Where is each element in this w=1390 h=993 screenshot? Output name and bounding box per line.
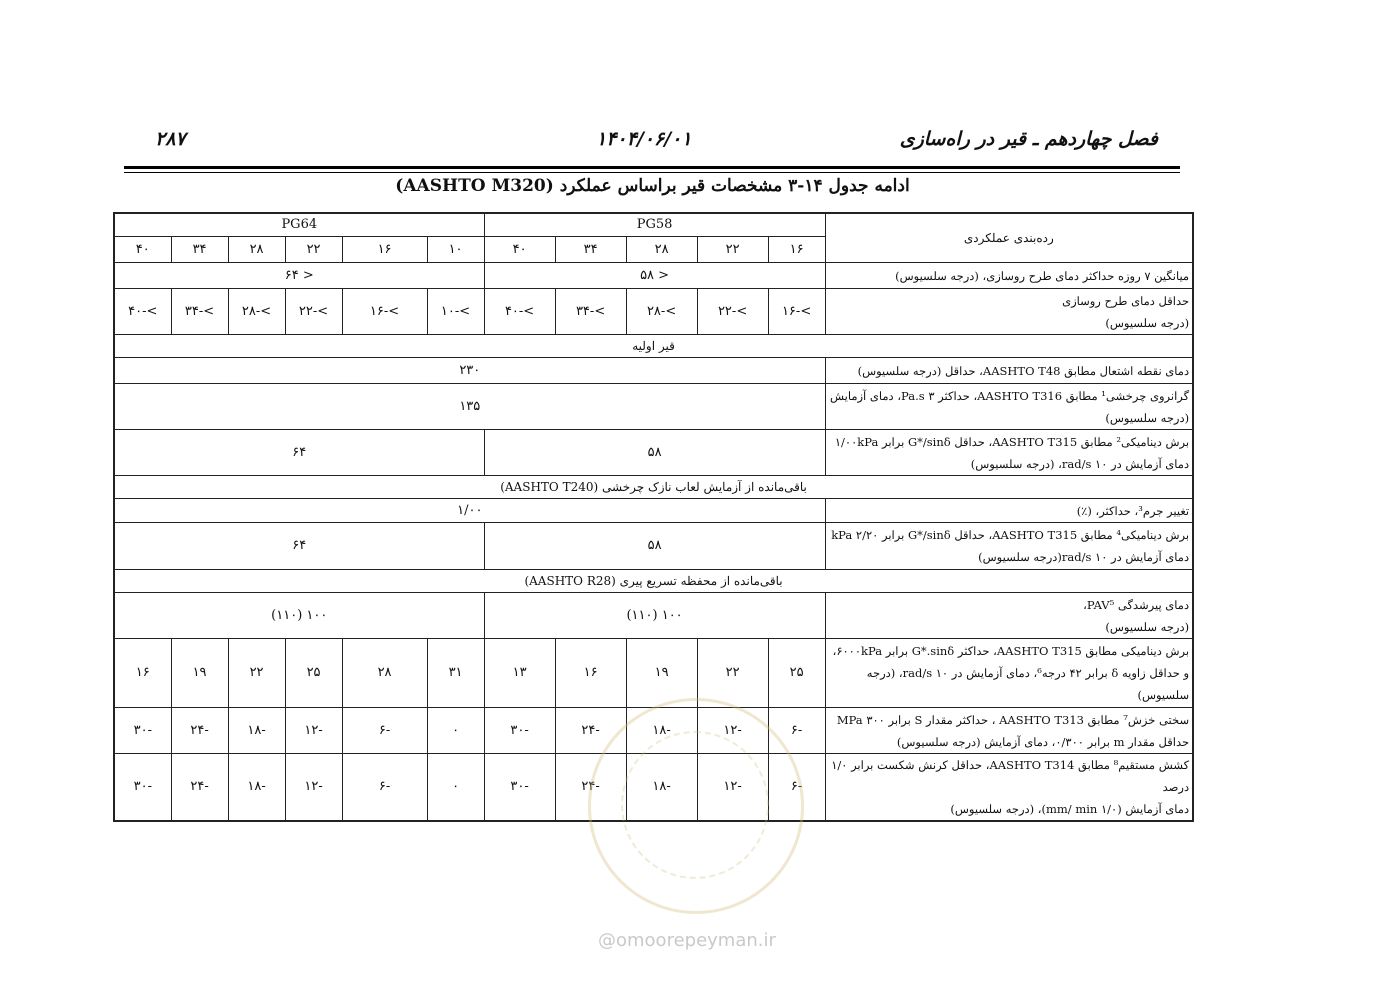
direct-tension-cell: -۱۸: [626, 754, 697, 822]
dsr-rtfo-pg58: ۵۸: [484, 523, 825, 570]
pg64-grade: ۲۸: [228, 237, 285, 263]
dsr-pav-cell: ۲۲: [697, 639, 768, 708]
dsr-pav-cell: ۳۱: [427, 639, 484, 708]
direct-tension-cell: -۱۲: [285, 754, 342, 822]
creep-cell: -۱۲: [285, 708, 342, 754]
pav-temp-label-line2: (درجه سلسیوس): [1105, 619, 1190, 634]
pav-temp-label: [825, 593, 1193, 639]
min-temp-label-line1: حداقل دمای طرح روسازی: [1062, 293, 1190, 308]
creep-label-line1: سختی خزش⁷ مطابق AASHTO T313 ، حداکثر مقدار S برابر ۳۰۰ MPa: [836, 712, 1190, 727]
section-original-binder: قیر اولیه: [114, 335, 1193, 358]
pg64-header: PG64: [114, 213, 484, 237]
grade-header: رده‌بندی عملکردی: [825, 213, 1193, 263]
pav-temp-pg64: ۱۰۰ (۱۱۰): [114, 593, 484, 639]
mass-change-label: تغییر جرم³، حداکثر، (٪): [825, 499, 1193, 523]
creep-cell: ۰: [427, 708, 484, 754]
chapter-title: فصل چهاردهم ـ قیر در راه‌سازی: [899, 128, 1158, 150]
creep-label-line2: حداقل مقدار m برابر ۰/۳۰۰، دمای آزمایش (درجه سلسیوس): [896, 734, 1190, 749]
creep-cell: -۱۲: [697, 708, 768, 754]
creep-cell: -۶: [768, 708, 825, 754]
creep-label: [825, 708, 1193, 754]
creep-cell: -۶: [342, 708, 427, 754]
dsr-pav-cell: ۱۹: [626, 639, 697, 708]
dsr-pav-cell: ۱۹: [171, 639, 228, 708]
dsr-pav-cell: ۱۶: [555, 639, 626, 708]
direct-tension-cell: -۶: [768, 754, 825, 822]
dsr-original-label: [825, 430, 1193, 476]
min-temp-cell: >-۱۰: [427, 289, 484, 335]
section-rtfo: باقی‌مانده از آزمایش لعاب نازک چرخشی (AASHTO T240): [114, 476, 1193, 499]
min-temp-label-line2: (درجه سلسیوس): [1105, 315, 1190, 330]
direct-tension-label: [825, 754, 1193, 822]
flash-point-label: دمای نقطه اشتعال مطابق AASHTO T48، حداقل (درجه سلسیوس): [825, 358, 1193, 384]
mass-change-value: ۱/۰۰: [114, 499, 825, 523]
dsr-rtfo-label: [825, 523, 1193, 570]
dsr-pav-cell: ۲۲: [228, 639, 285, 708]
header-rule-thick: [124, 166, 1180, 169]
pg58-grade: ۳۴: [555, 237, 626, 263]
dsr-original-label-line2: دمای آزمایش در rad/s ۱۰، (درجه سلسیوس): [970, 456, 1190, 471]
direct-tension-cell: -۲۴: [555, 754, 626, 822]
creep-cell: -۱۸: [228, 708, 285, 754]
min-temp-cell: >-۱۶: [768, 289, 825, 335]
viscosity-value: ۱۳۵: [114, 384, 825, 430]
header-rule-thin: [124, 172, 1180, 173]
min-temp-cell: >-۲۸: [626, 289, 697, 335]
direct-tension-cell: -۳۰: [114, 754, 171, 822]
pav-temp-pg58: ۱۰۰ (۱۱۰): [484, 593, 825, 639]
direct-tension-cell: -۱۸: [228, 754, 285, 822]
pg58-grade: ۲۸: [626, 237, 697, 263]
min-temp-cell: >-۲۲: [697, 289, 768, 335]
dsr-pav-cell: ۲۵: [285, 639, 342, 708]
dsr-rtfo-label-line2: دمای آزمایش در rad/s ۱۰(درجه سلسیوس): [978, 550, 1190, 564]
dsr-rtfo-label-line1: برش دینامیکی⁴ مطابق AASHTO T315، حداقل G*/sinδ برابر ۲/۲۰ kPa: [831, 528, 1190, 542]
pg58-grade: ۴۰: [484, 237, 555, 263]
header-date: ۱۴۰۴/۰۶/۰۱: [596, 128, 692, 150]
min-temp-cell: >-۴۰: [484, 289, 555, 335]
creep-cell: -۳۰: [484, 708, 555, 754]
min-temp-cell: >-۳۴: [555, 289, 626, 335]
table-caption: ادامه جدول ۱۴-۳ مشخصات قیر براساس عملکرد (AASHTO M320): [395, 176, 910, 196]
creep-cell: -۲۴: [555, 708, 626, 754]
pg64-grade: ۱۰: [427, 237, 484, 263]
direct-tension-label-line2: دمای آزمایش (۱/۰ mm/ min)، (درجه سلسیوس): [950, 802, 1190, 816]
min-temp-cell: >-۲۸: [228, 289, 285, 335]
direct-tension-cell: -۱۲: [697, 754, 768, 822]
avg-max-temp-pg64: < ۶۴: [114, 263, 484, 289]
pg64-grade: ۱۶: [342, 237, 427, 263]
pav-temp-label-line1: دمای پیرشدگی PAV⁵،: [1083, 597, 1190, 612]
dsr-pav-label: برش دینامیکی مطابق AASHTO T315، حداکثر G*.sinδ برابر ۶۰۰۰kPa، و حداقل زاویه δ برابر ۴۲ درجه⁶، دمای آزمایش در rad/s ۱۰، (درجه سلسیوس): [825, 639, 1193, 708]
dsr-pav-cell: ۱۶: [114, 639, 171, 708]
dsr-pav-cell: ۱۳: [484, 639, 555, 708]
direct-tension-label-line1: کشش مستقیم⁸ مطابق AASHTO T314، حداقل کرنش شکست برابر ۱/۰ درصد: [831, 758, 1190, 794]
min-temp-cell: >-۳۴: [171, 289, 228, 335]
creep-cell: -۳۰: [114, 708, 171, 754]
viscosity-label: گرانروی چرخشی¹ مطابق AASHTO T316، حداکثر Pa.s ۳، دمای آزمایش (درجه سلسیوس): [825, 384, 1193, 430]
page-number: ۲۸۷: [155, 128, 186, 150]
avg-max-temp-pg58: < ۵۸: [484, 263, 825, 289]
dsr-rtfo-pg64: ۶۴: [114, 523, 484, 570]
dsr-pav-cell: ۲۵: [768, 639, 825, 708]
pg64-grade: ۳۴: [171, 237, 228, 263]
direct-tension-cell: -۲۴: [171, 754, 228, 822]
dsr-original-pg64: ۶۴: [114, 430, 484, 476]
flash-point-value: ۲۳۰: [114, 358, 825, 384]
min-temp-cell: >-۲۲: [285, 289, 342, 335]
watermark-url: @omoorepeyman.ir: [598, 930, 776, 951]
dsr-pav-cell: ۲۸: [342, 639, 427, 708]
avg-max-temp-label: میانگین ۷ روزه حداکثر دمای طرح روسازی، (درجه سلسیوس): [825, 263, 1193, 289]
min-temp-cell: >-۴۰: [114, 289, 171, 335]
pg64-grade: ۴۰: [114, 237, 171, 263]
dsr-original-label-line1: برش دینامیکی² مطابق AASHTO T315، حداقل G*/sinδ برابر ۱/۰۰kPa: [834, 434, 1190, 449]
pg58-grade: ۲۲: [697, 237, 768, 263]
direct-tension-cell: -۳۰: [484, 754, 555, 822]
section-pav: باقی‌مانده از محفظه تسریع پیری (AASHTO R28): [114, 570, 1193, 593]
watermark-seal: [588, 698, 804, 914]
direct-tension-cell: -۶: [342, 754, 427, 822]
min-temp-cell: >-۱۶: [342, 289, 427, 335]
pg58-grade: ۱۶: [768, 237, 825, 263]
pg64-grade: ۲۲: [285, 237, 342, 263]
min-temp-label: [825, 289, 1193, 335]
creep-cell: -۲۴: [171, 708, 228, 754]
pg58-header: PG58: [484, 213, 825, 237]
creep-cell: -۱۸: [626, 708, 697, 754]
direct-tension-cell: ۰: [427, 754, 484, 822]
dsr-original-pg58: ۵۸: [484, 430, 825, 476]
